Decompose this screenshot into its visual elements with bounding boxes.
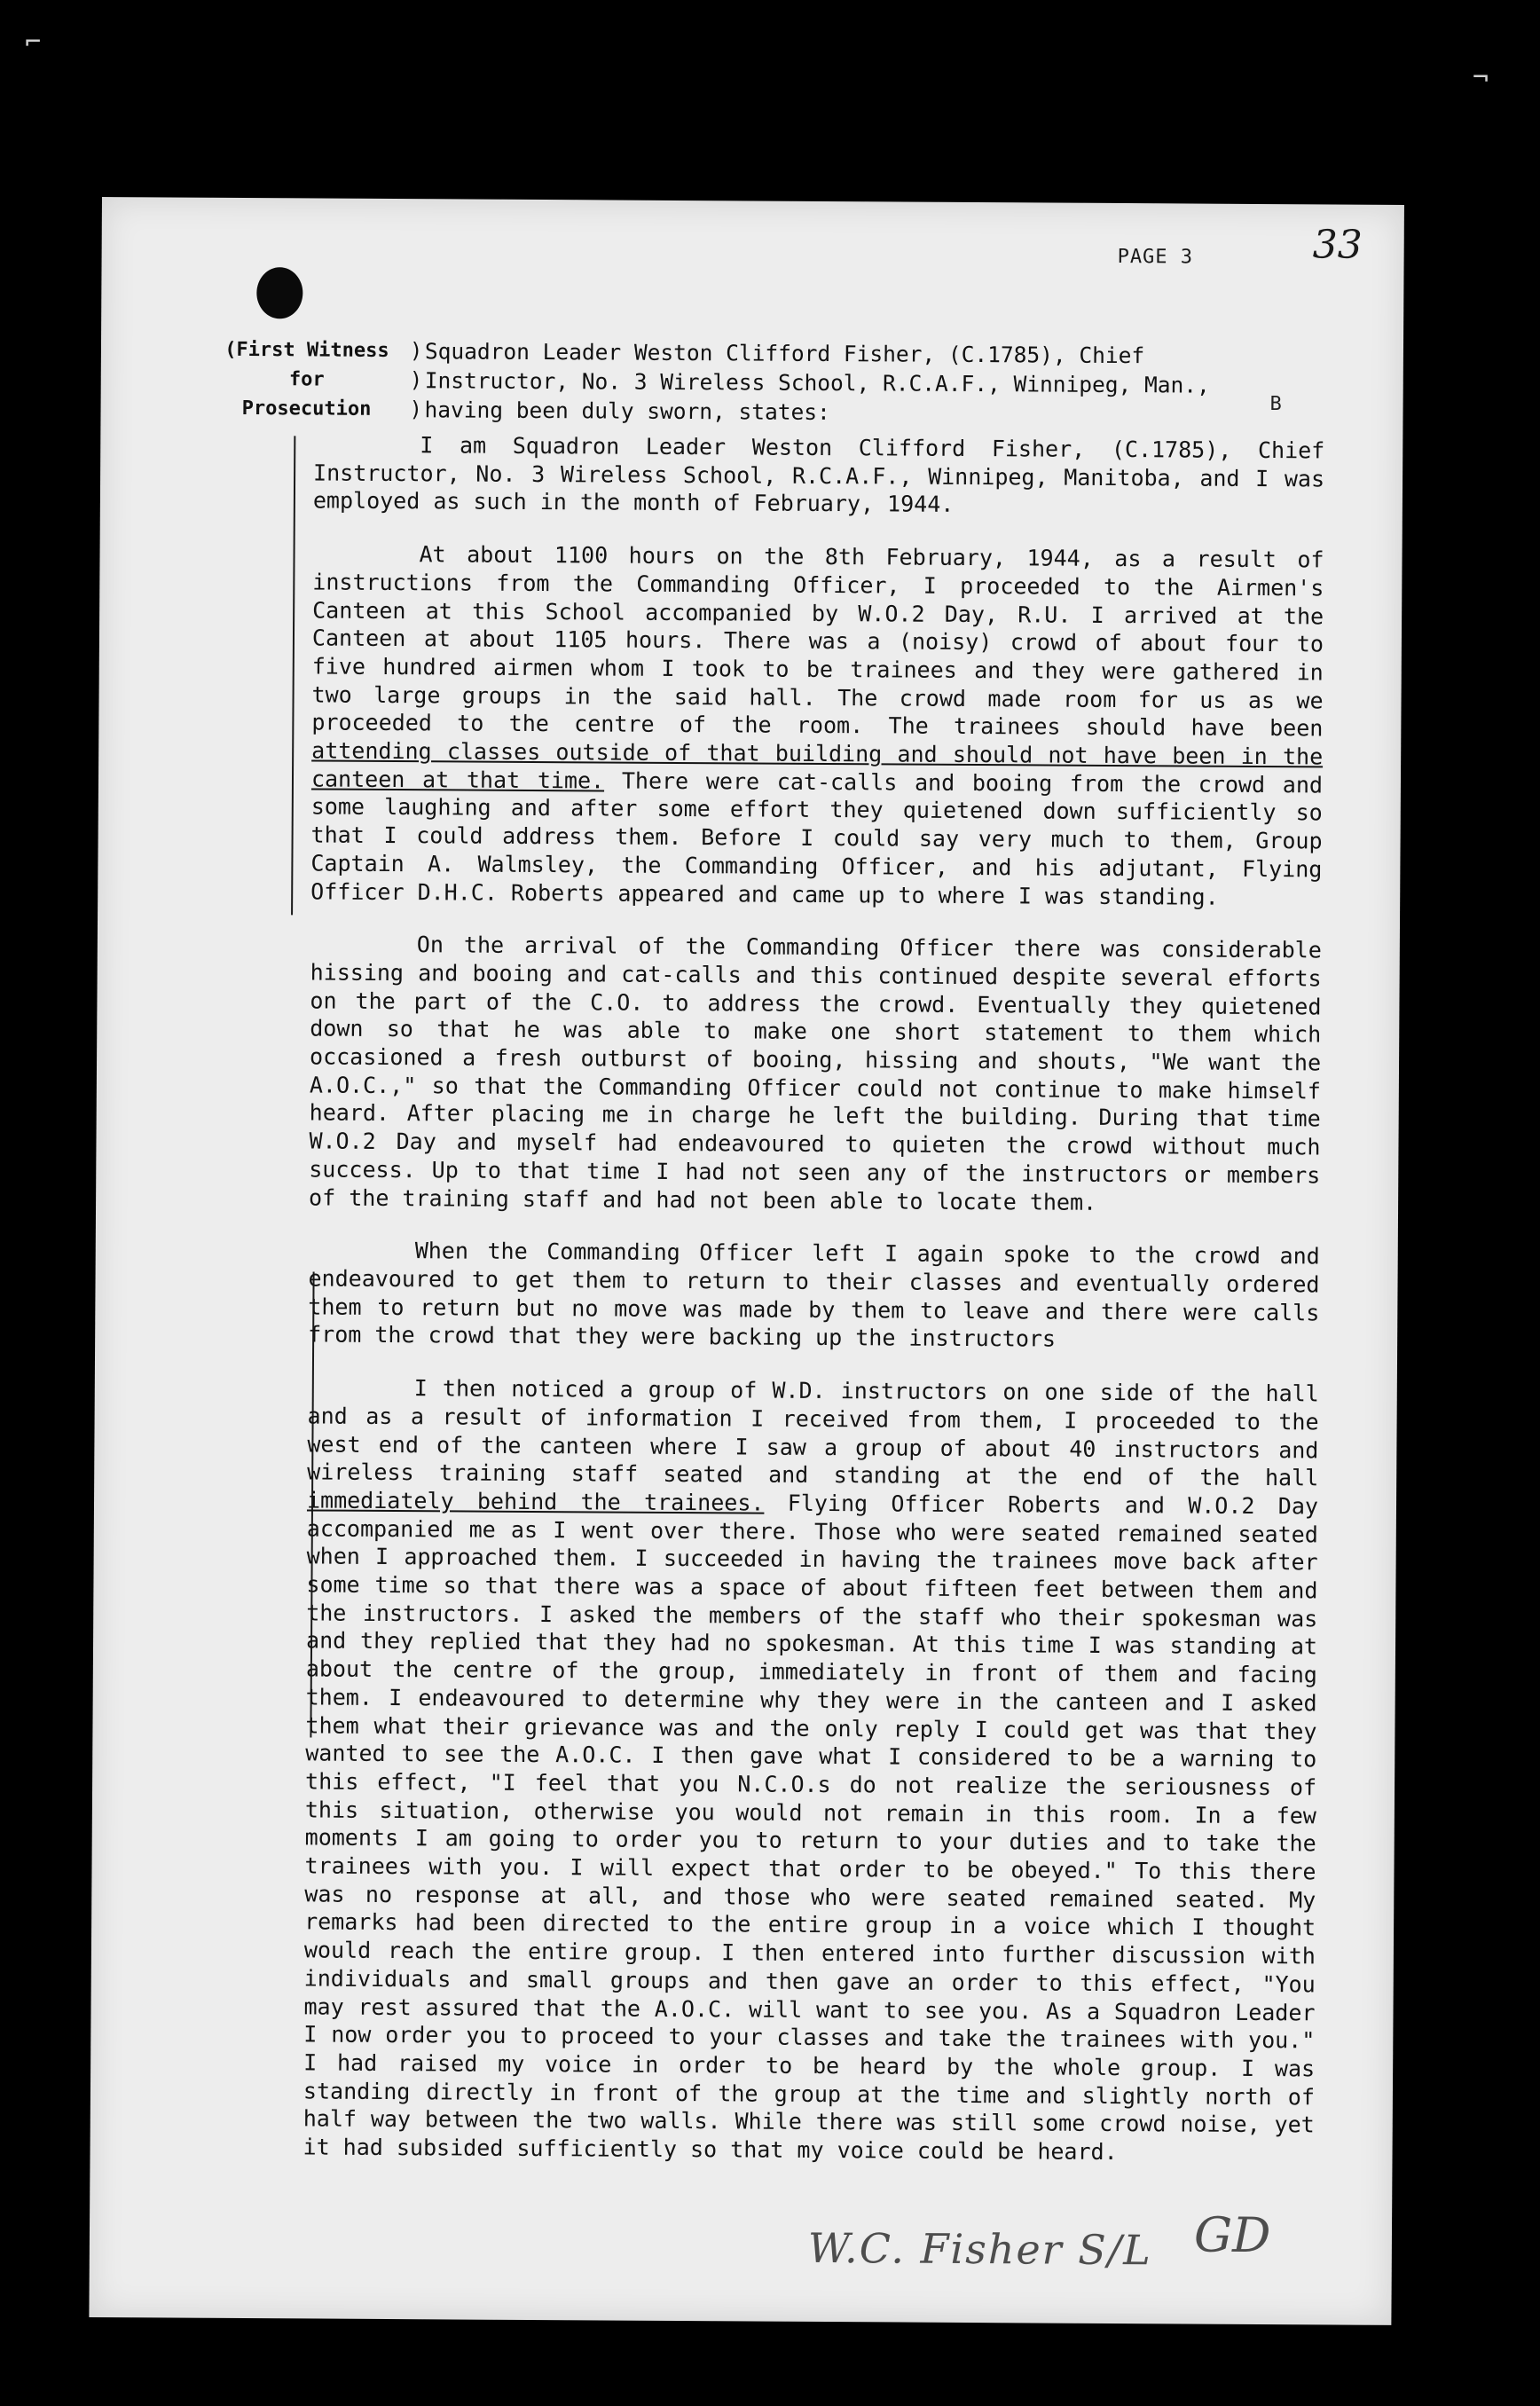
bracket-line: ) [409, 367, 423, 393]
bracket-line: ) [409, 397, 423, 422]
intro-line: Instructor, No. 3 Wireless School, R.C.A.F., Winnipeg, Man., [424, 367, 1210, 398]
statement-paragraph: I am Squadron Leader Weston Clifford Fisher, (C.1785), Chief Instructor, No. 3 Wireless School, R.C.A.F., Winnipeg, Manitoba, and I was employed as such in the month of February, 1944. [312, 432, 1325, 518]
intro-line: having been duly sworn, states: [424, 397, 830, 426]
witness-label-line: for [288, 368, 325, 391]
witness-label-line: Prosecution [241, 397, 372, 421]
punch-hole [256, 267, 302, 318]
statement-paragraph: When the Commanding Officer left I again spoke to the crowd and endeavoured to get them to return to their classes and eventually ordered them to return but no move was made by them to leave and there were calls from the crowd that they were backing up the instructors [308, 1238, 1320, 1352]
margin-mark: B [1269, 393, 1282, 416]
intro-line: Squadron Leader Weston Clifford Fisher, (C.1785), Chief [424, 338, 1145, 369]
witness-introduction [424, 336, 1348, 429]
handwritten-initials: GD [1193, 2206, 1271, 2264]
paragraph-text: At about 1100 hours on the 8th February, 1944, as a result of instructions from the Commanding Officer, I proceeded to the Airmen's Canteen at this School accompanied by W.O.2 Day, R.U. I arrived at the Canteen at about 1105 hours. There was a (noisy) crowd of about four to five hundred airmen whom I took to be trainees and they were gathered in two large groups in the said hall. The crowd made room for us as we proceeded to the centre of the room. The trainees should have been [311, 541, 1324, 742]
document-page [89, 197, 1404, 2325]
witness-label [200, 335, 413, 424]
statement-body [302, 430, 1324, 2192]
page-number: PAGE 3 [1117, 245, 1194, 269]
scan-corner-mark-right: ¬ [1473, 62, 1489, 93]
underlined-text: attending classes outside of that building and should not have been in the canteen at that time. [310, 737, 1324, 794]
scan-corner-mark-left: ⌐ [25, 27, 42, 58]
paragraph-text: There were cat-calls and booing from the crowd and some laughing and after some effort they quietened down sufficiently so that I could address them. Before I could say very much to them, Group Captain A. Walmsley, the Commanding Officer, and his adjutant, Flying Officer D.H.C. Roberts appeared and came up to where I was standing. [310, 767, 1324, 910]
statement-paragraph: On the arrival of the Commanding Officer there was considerable hissing and booing and cat-calls and this continued despite several efforts on the part of the C.O. to address the crowd. Eventually they quietened down so that he was able to make one short statement to them which occasioned a fresh outburst of booing, hissing and shouts, "We want the A.O.C.," so that the Commanding Officer could not continue to make himself heard. After placing me in charge he left the building. During that time W.O.2 Day and myself had endeavoured to quieten the crowd without much success. Up to that time I had not seen any of the instructors or members of the training staff and had not been able to locate them. [309, 932, 1322, 1215]
handwritten-signature: W.C. Fisher S/L [807, 2223, 1152, 2275]
paragraph-text: I then noticed a group of W.D. instructors on one side of the hall and as a result of information I received from them, I proceeded to the west end of the canteen where I saw a group of about 40 instructors and wireless training staff seated and standing at the end of the hall [307, 1375, 1319, 1491]
statement-paragraph [302, 1374, 1318, 2168]
witness-label-line: (First Witness [224, 338, 389, 362]
handwritten-folio-number: 33 [1312, 222, 1363, 268]
underlined-text: immediately behind the trainees. [306, 1487, 765, 1516]
statement-paragraph [310, 540, 1324, 912]
margin-bracket-line [291, 436, 295, 915]
witness-bracket [409, 336, 422, 424]
bracket-line: ) [409, 338, 423, 364]
paragraph-text: Flying Officer Roberts and W.O.2 Day accompanied me as I went over there. Those who were seated remained seated when I approached them. I succeeded in having the trainees move back after some time so that there was a space of about fifteen feet between them and the instructors. I asked the members of the staff who their spokesman was and they replied that they had no spokesman. At this time I was standing at about the centre of the group, immediately in front of them and facing them. I endeavoured to determine why they were in the canteen and I asked them what their grievance was and the only reply I could get was that they wanted to see the A.O.C. I then gave what I considered to be a warning to this effect, "I feel that you N.C.O.s do not realize the seriousness of this situation, otherwise you would not remain in this room. In a few moments I am going to order you to return to your duties and to take the trainees with you. I will expect that order to be obeyed." To this there was no response at all, and those who were seated remained seated. My remarks had been directed to the entire group in a voice which I thought would reach the entire group. I then entered into further discussion with individuals and small groups and then gave an order to this effect, "You may rest assured that the A.O.C. will want to see you. As a Squadron Leader I now order you to proceed to your classes and take the trainees with you." I had raised my voice in order to be heard by the whole group. I was standing directly in front of the group at the time and slightly north of half way between the two walls. While there was still some crowd noise, yet it had subsided sufficiently so that my voice could be heard. [302, 1490, 1319, 2166]
